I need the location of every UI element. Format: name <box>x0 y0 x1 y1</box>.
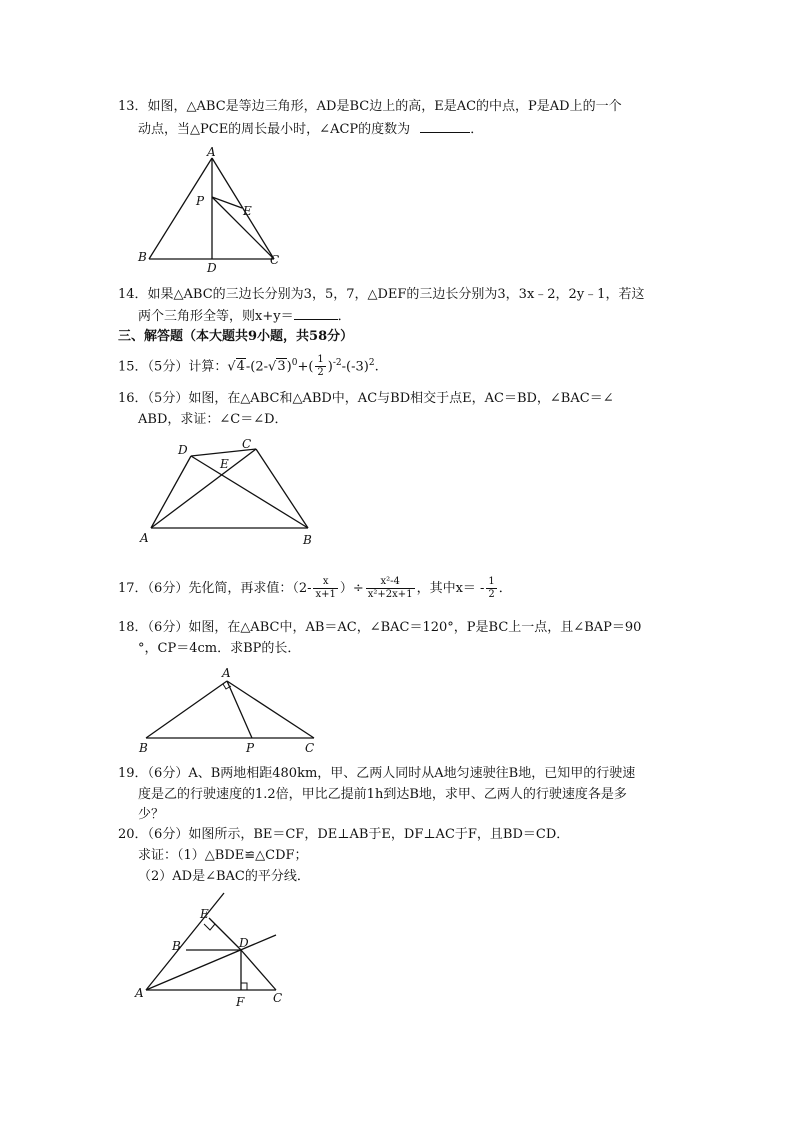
q20-right-angle-e <box>204 924 215 930</box>
q15-line <box>118 354 379 379</box>
answer-blank[interactable] <box>420 120 470 133</box>
q17-frac1-num: x <box>313 576 337 589</box>
q15-sqrt-3: 3 <box>277 359 286 375</box>
q20-label-a: A <box>135 986 144 1000</box>
q17-fraction-2 <box>366 576 415 601</box>
q13-figure <box>136 145 286 275</box>
q13-line1: 13．如图，△ABC是等边三角形，AD是BC边上的高，E是AC的中点，P是AD上的一个 <box>118 99 622 114</box>
q19-line1: 19．（6分）A、B两地相距480km，甲、乙两人同时从A地匀速驶往B地，已知甲的行驶速 <box>118 766 636 781</box>
q14-line2-text: 两个三角形全等，则x+y＝ <box>138 309 294 324</box>
q15-exp-0: 0 <box>291 358 298 368</box>
q18-figure <box>136 663 326 755</box>
q16-label-e: E <box>220 457 229 471</box>
q20-label-f: F <box>236 995 245 1009</box>
sqrt-sign: √ <box>227 359 236 375</box>
answer-blank[interactable] <box>294 307 338 320</box>
q17-divide: ）÷ <box>339 581 364 596</box>
q18-line2: °，CP＝4cm．求BP的长． <box>138 641 301 656</box>
section-heading: 三、解答题（本大题共9小题，共58分） <box>118 329 354 344</box>
q20-label-c: C <box>273 991 283 1005</box>
q16-segment-ac <box>151 449 256 528</box>
sqrt-sign: √ <box>268 359 277 375</box>
q15-fraction <box>315 354 325 379</box>
q15-tail: . <box>374 359 379 375</box>
q16-label-d: D <box>178 443 188 457</box>
q20-line2: 求证：（1）△BDE≌△CDF； <box>138 848 308 863</box>
q13-label-c: C <box>270 253 280 267</box>
q17-frac3-num: 1 <box>488 576 495 587</box>
q20-segment-dc <box>241 950 276 990</box>
q20-right-angle-f <box>241 983 247 990</box>
q14-tail: ． <box>337 309 351 324</box>
q15-paren: ) <box>327 359 333 375</box>
q20-line1: 20．（6分）如图所示，BE＝CF，DE⊥AB于E，DF⊥AC于F，且BD＝CD． <box>118 827 570 842</box>
q17-condition: ，其中x＝ - <box>416 581 485 596</box>
q13-label-p: P <box>196 194 205 208</box>
q20-label-b: B <box>172 939 181 953</box>
q15-term: -(-3) <box>341 359 369 375</box>
q19-line3: 少？ <box>138 807 165 822</box>
q20-line3: （2）AD是∠BAC的平分线． <box>138 869 310 884</box>
q18-label-c: C <box>305 741 315 755</box>
q20-segment-de <box>209 918 241 950</box>
q14-line2 <box>138 307 351 326</box>
q16-segment-ad <box>151 456 191 528</box>
q20-label-e: E <box>200 907 209 921</box>
q18-label-b: B <box>139 741 148 755</box>
q17-frac3-den: 2 <box>488 589 495 600</box>
q17-fraction-1 <box>313 576 337 601</box>
q16-label-a: A <box>140 531 149 545</box>
q15-exp-2: 2 <box>368 358 375 368</box>
q15-paren: ) <box>286 359 292 375</box>
q13-side-ab <box>149 158 212 259</box>
q13-tail: ． <box>470 122 484 137</box>
q18-segment-ab <box>146 681 227 738</box>
q16-segment-bc <box>256 449 308 528</box>
q14-line1: 14．如果△ABC的三边长分别为3，5，7，△DEF的三边长分别为3，3x﹣2，2y﹣1，若这 <box>118 287 645 302</box>
q17-line <box>118 576 512 601</box>
q17-frac2-den: x²+2x+1 <box>367 589 413 600</box>
q15-prefix: 15．（5分）计算： <box>118 359 228 375</box>
q20-label-d: D <box>239 936 249 950</box>
q15-plus: +( <box>297 359 314 375</box>
q15-term: -(2- <box>245 359 269 375</box>
q13-line2-text: 动点，当△PCE的周长最小时，∠ACP的度数为 <box>138 122 411 137</box>
q17-frac2-num: x²-4 <box>366 576 415 589</box>
q13-line2 <box>138 120 483 139</box>
q17-prefix: 17．（6分）先化简，再求值：（2- <box>118 581 312 596</box>
q17-frac1-den: x+1 <box>315 589 336 600</box>
q16-figure <box>136 436 326 546</box>
q13-label-e: E <box>243 204 252 218</box>
q15-frac-den: 2 <box>317 367 324 379</box>
q17-tail: ． <box>498 581 512 596</box>
q13-label-b: B <box>138 250 147 264</box>
q16-label-c: C <box>242 437 252 451</box>
q20-figure <box>132 890 292 1012</box>
q15-sqrt-4: 4 <box>236 359 245 375</box>
q15-exp-neg2: -2 <box>332 358 342 368</box>
q20-ray-ad <box>146 935 276 990</box>
q20-ray-ae <box>146 893 224 990</box>
q18-label-p: P <box>246 741 255 755</box>
q16-label-b: B <box>303 533 312 546</box>
q16-segment-bd <box>191 456 308 528</box>
q16-line1: 16．（5分）如图，在△ABC和△ABD中，AC与BD相交于点E，AC＝BD，∠BAC＝∠ <box>118 391 614 406</box>
q16-line2: ABD，求证：∠C＝∠D． <box>138 412 288 427</box>
q17-fraction-3 <box>486 576 496 601</box>
q18-label-a: A <box>222 666 231 680</box>
q19-line2: 度是乙的行驶速度的1.2倍，甲比乙提前1h到达B地，求甲、乙两人的行驶速度各是多 <box>138 787 627 802</box>
q18-line1: 18．（6分）如图，在△ABC中，AB＝AC，∠BAC＝120°，P是BC上一点，且∠BAP＝90 <box>118 620 642 635</box>
q15-frac-num: 1 <box>317 354 324 366</box>
q13-label-a: A <box>207 145 216 159</box>
q13-label-d: D <box>207 261 217 275</box>
